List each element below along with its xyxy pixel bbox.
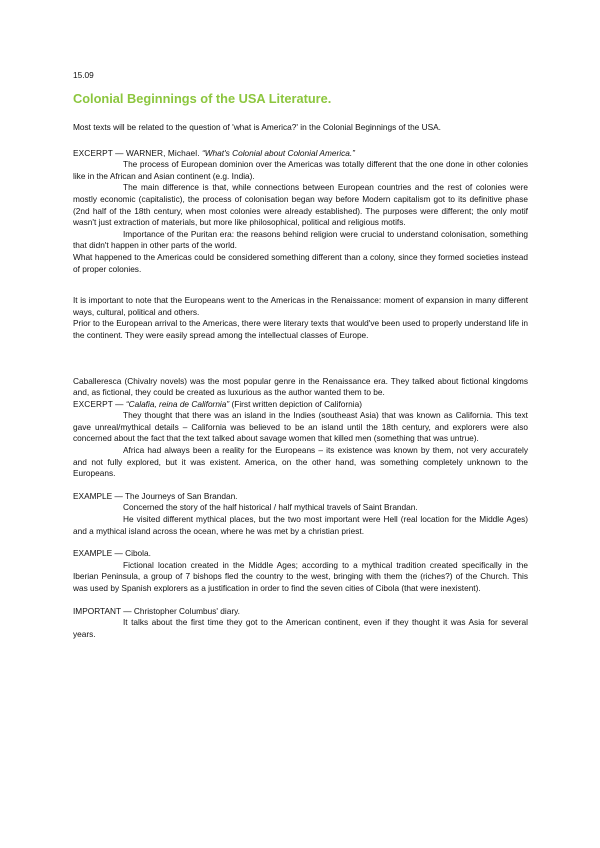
intro-text: Most texts will be related to the question of 'what is America?' in the Colonial Beginnings of the USA. [73,122,441,132]
paragraph: Caballeresca (Chivalry novels) was the most popular genre in the Renaissance era. They talked about fictional kingdoms and, as fictional, they could be created as luxurious as the author wanted them to be. [73,375,528,398]
paragraph: Concerned the story of the half historical / half mythical travels of Saint Brandan. [123,502,418,513]
excerpt-warner-section [73,148,528,276]
excerpt-warner-heading [73,148,528,160]
excerpt-calafia-note: (First written depiction of California) [231,398,362,409]
caballeresca-section [73,376,528,480]
important-columbus-section [73,606,528,641]
paragraph: The process of European dominion over the Americas was totally different that the one done in other colonies like in the African and Asian continent (e.g. India). [73,159,528,181]
page-title: Colonial Beginnings of the USA Literature. [73,91,332,106]
important-columbus-heading: IMPORTANT — Christopher Columbus' diary. [73,605,240,616]
example-san-brandan-heading: EXAMPLE — The Journeys of San Brandan. [73,490,238,501]
excerpt-calafia-title: “Calafia, reina de California” [125,398,230,409]
excerpt-warner-label: EXCERPT — WARNER, Michael. [73,147,200,158]
paragraph: The main difference is that, while connections between European countries and the rest of colonies were mostly economic (capitalistic), the process of colonisation began way before Modern capitalism got to its definitive phase (2nd half of the 18th century, when most colonies were already established). The purposes were different; the only motif wasn't just extraction of materials, but more like philosophical, political and religious motifs. [73,182,528,228]
example-cibola-section [73,548,528,594]
document-page [73,70,528,640]
paragraph: He visited different mythical places, but the two most important were Hell (real location for the Middle Ages) and a mythical island across the ocean, where he was met by a christian priest. [73,514,528,536]
excerpt-calafia-heading [73,399,528,411]
paragraph: It talks about the first time they got to the American continent, even if they thought it was Asia for several years. [73,617,528,639]
example-san-brandan-section [73,491,528,537]
date: 15.09 [73,70,94,80]
paragraph: Importance of the Puritan era: the reasons behind religion were crucial to understand colonisation, something that didn't happen in other parts of the world. [73,228,528,251]
paragraph: Prior to the European arrival to the Americas, there were literary texts that would've been used to properly understand life in the continent. They were easily spread among the intellectual classes of Europe. [73,318,528,340]
renaissance-section [73,295,528,341]
paragraph: It is important to note that the Europeans went to the Americas in the Renaissance: moment of expansion in many different ways, cultural, political and others. [73,295,528,317]
paragraph: What happened to the Americas could be considered something different than a colony, since they formed societies instead of proper colonies. [73,251,528,274]
excerpt-calafia-label: EXCERPT — [73,398,124,409]
paragraph: Africa had always been a reality for the Europeans – its existence was known by them, not very accurately and not fully explored, but it was existent. America, on the other hand, was something completely unknown to the Europeans. [73,445,528,479]
example-cibola-heading: EXAMPLE — Cibola. [73,548,151,559]
excerpt-warner-title: “What's Colonial about Colonial America.” [201,147,355,158]
paragraph: They thought that there was an island in the Indies (southeast Asia) that was known as California. This text gave unreal/mythical details – California was believed to be an island until the 18th century, and explorers were also concerned about the fact that the text talked about savage women that killed men (something that was untrue). [73,410,528,444]
paragraph: Fictional location created in the Middle Ages; according to a mythical tradition created specifically in the Iberian Peninsula, a group of 7 bishops fled the country to the west, bringing with them the (riches?) of the Church. This was used by Spanish explorers as a justification in order to find the seven cities of Cibola (that were inexistent). [73,559,528,593]
intro-section [73,122,528,134]
